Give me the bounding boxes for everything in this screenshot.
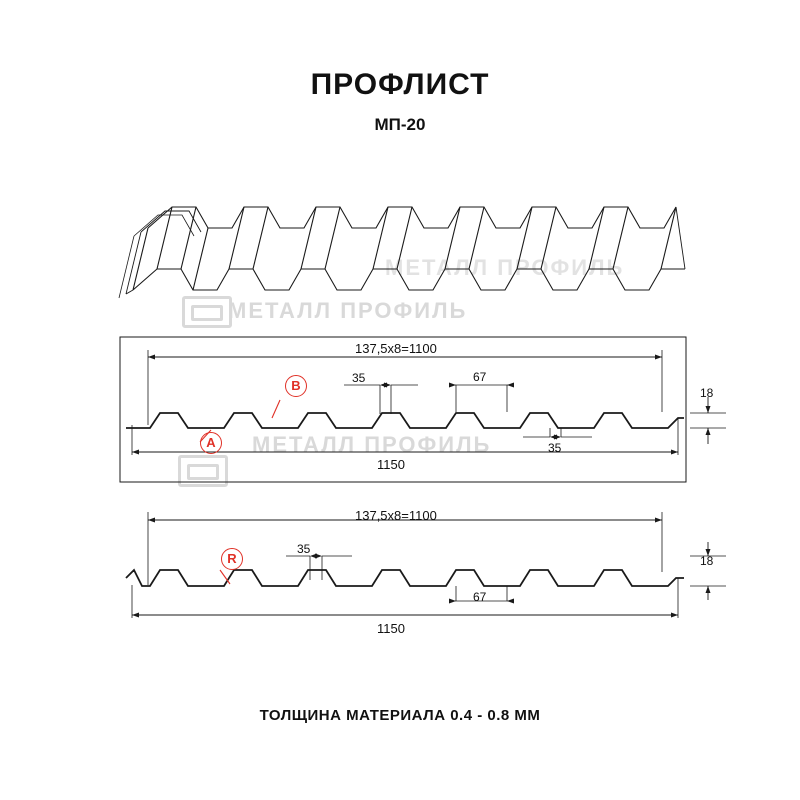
profile-r-top-dim-label: 137,5х8=1100 [355, 508, 437, 523]
page-title: ПРОФЛИСТ [310, 68, 490, 101]
profile-a-dim35-bottom [523, 428, 592, 440]
profile-r-dim67-label: 67 [473, 590, 487, 604]
profile-a-dim67 [449, 383, 514, 413]
profile-r-section [126, 570, 684, 586]
callout-mark-b: B [285, 375, 307, 397]
callout-mark-r: R [221, 548, 243, 570]
profile-r-extension-lines [132, 512, 726, 618]
profile-r-height-dim-label: 18 [700, 554, 714, 568]
profile-r-dim35 [286, 554, 352, 581]
profile-a-height-dimension [706, 397, 711, 444]
profile-r-leader [220, 570, 230, 584]
watermark-text-1: МЕТАЛЛ ПРОФИЛЬ [228, 298, 468, 323]
profile-a-dim35-top [344, 383, 418, 415]
profile-a-section [126, 413, 684, 428]
page-subtitle: МП-20 [374, 115, 426, 134]
profile-r-dim35-label: 35 [297, 542, 311, 556]
material-thickness-note: ТОЛЩИНА МАТЕРИАЛА 0.4 - 0.8 ММ [259, 707, 541, 724]
profile-a-dim35-bottom-label: 35 [548, 441, 562, 455]
profile-a-dim35-top-label: 35 [352, 371, 366, 385]
profile-r-height-dimension [706, 542, 711, 600]
profile-a-dim67-label: 67 [473, 370, 487, 384]
watermark-text-3: МЕТАЛЛ ПРОФИЛЬ [385, 255, 625, 280]
profile-r-bottom-dim-label: 1150 [377, 621, 405, 636]
profile-a-height-dim-label: 18 [700, 386, 714, 400]
profile-r-bottom-dimension [132, 613, 678, 618]
perspective-sheet [119, 207, 685, 298]
profile-a-top-dim-label: 137,5х8=1100 [355, 341, 437, 356]
profile-a-bottom-dim-label: 1150 [377, 457, 405, 472]
watermark-text-2: МЕТАЛЛ ПРОФИЛЬ [252, 432, 492, 457]
callout-mark-a: A [200, 432, 222, 454]
